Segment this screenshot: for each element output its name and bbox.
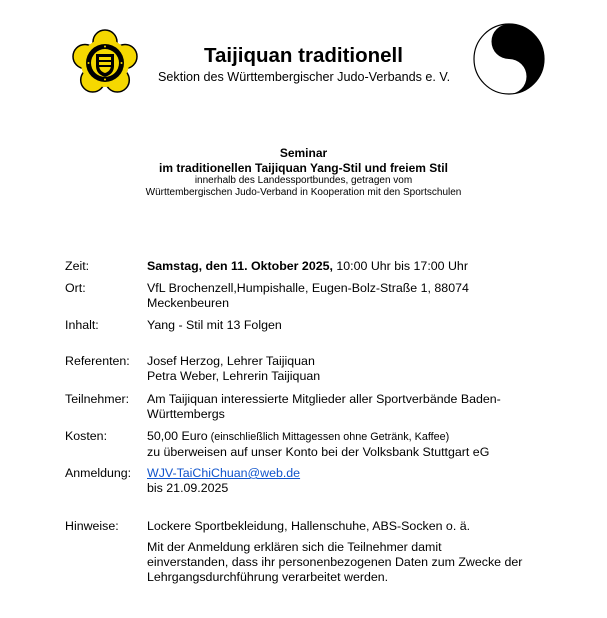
cost-note: (einschließlich Mittagessen ohne Getränk, Kaffee) [207, 431, 450, 443]
yin-yang-icon [472, 22, 546, 96]
speaker: Petra Weber, Lehrerin Taijiquan [147, 369, 321, 383]
detail-label: Kosten: [65, 429, 108, 443]
detail-label: Referenten: [65, 354, 130, 368]
seminar-title: Seminar [279, 146, 328, 160]
detail-value [147, 281, 607, 311]
address-line: Meckenbeuren [147, 296, 229, 310]
detail-value [147, 392, 607, 422]
address-line: VfL Brochenzell,Humpishalle, Eugen-Bolz-Straße 1, 88074 [147, 281, 469, 295]
detail-label: Anmeldung: [65, 466, 132, 480]
detail-value [147, 318, 607, 333]
detail-label: Teilnehmer: [65, 392, 130, 406]
detail-value [147, 466, 607, 496]
detail-label: Inhalt: [65, 318, 99, 332]
seminar-info-line: innerhalb des Landessportbundes, getragen vom [194, 175, 413, 186]
detail-value [147, 519, 607, 585]
page-title: Taijiquan traditionell [204, 44, 403, 67]
detail-label: Hinweise: [65, 519, 119, 533]
content-text: Yang - Stil mit 13 Folgen [147, 318, 282, 332]
judo-verband-emblem-icon [70, 28, 140, 98]
page-subtitle: Sektion des Württembergischer Judo-Verbands e. V. [158, 70, 451, 84]
seminar-info-line: Württembergischen Judo-Verband in Kooperation mit den Sportschulen [145, 187, 462, 198]
seminar-heading [0, 146, 607, 199]
notes-line: Lockere Sportbekleidung, Hallenschuhe, ABS-Socken o. ä. [147, 519, 471, 533]
privacy-note-line: Mit der Anmeldung erklären sich die Teilnehmer damit [147, 540, 442, 554]
participants-line: Am Taijiquan interessierte Mitglieder aller Sportverbände Baden- [147, 392, 501, 406]
detail-label: Zeit: [65, 259, 90, 273]
speaker: Josef Herzog, Lehrer Taijiquan [147, 354, 315, 368]
detail-value [147, 259, 607, 274]
detail-value [147, 429, 607, 460]
detail-label: Ort: [65, 281, 86, 295]
privacy-note-line: Lehrgangsdurchführung verarbeitet werden. [147, 570, 389, 584]
detail-value [147, 354, 607, 384]
registration-email-link[interactable]: WJV-TaiChiChuan@web.de [147, 466, 301, 480]
registration-deadline: bis 21.09.2025 [147, 481, 229, 495]
participants-line: Württembergs [147, 407, 225, 421]
event-time: 10:00 Uhr bis 17:00 Uhr [332, 259, 468, 273]
seminar-subtitle: im traditionellen Taijiquan Yang-Stil und freiem Stil [159, 161, 448, 175]
privacy-note-line: einverstanden, dass ihr personenbezogenen Daten zum Zwecke der [147, 555, 523, 569]
cost-amount: 50,00 Euro [147, 429, 208, 443]
event-date: Samstag, den 11. Oktober 2025, [147, 259, 333, 273]
payment-info: zu überweisen auf unser Konto bei der Volksbank Stuttgart eG [147, 445, 490, 459]
